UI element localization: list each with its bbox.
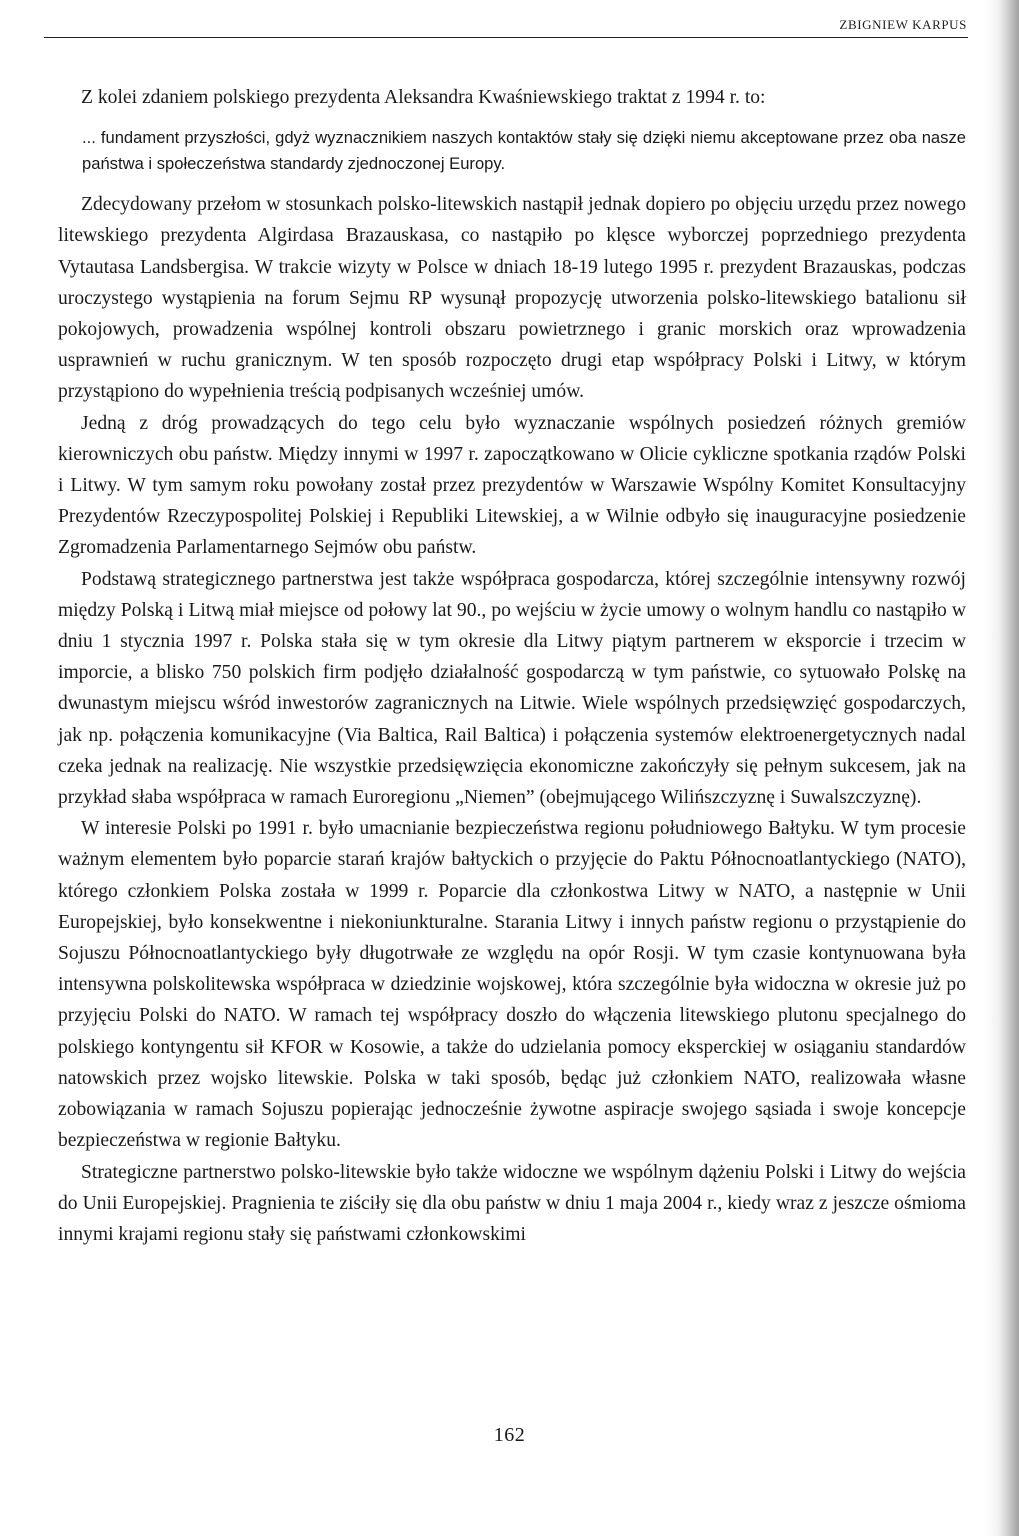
page-number: 162 [493,1424,526,1446]
page-body [58,82,966,1250]
paragraph-5: Strategiczne partnerstwo polsko-litewskie było także widoczne we wspólnym dążeniu Polski i Litwy do wejścia do Unii Europejskiej. Pragnienia te ziściły się dla obu państw w dniu 1 maja 2004 r., kiedy wraz z jeszcze ośmioma innymi krajami regionu stały się państwami członkowskimi [58,1161,966,1245]
paragraph-1: Zdecydowany przełom w stosunkach polsko-litewskich nastąpił jednak dopiero po objęciu urzędu przez nowego litewskiego prezydenta Algirdasa Brazauskasa, co nastąpiło po klęsce wyborczej poprzedniego prezydenta Vytautasa Landsbergisa. W trakcie wizyty w Polsce w dniach 18-19 lutego 1995 r. prezydent Brazauskas, podczas uroczystego wystąpienia na forum Sejmu RP wysunął propozycję utworzenia polsko-litewskiego batalionu sił pokojowych, prowadzenia wspólnej kontroli obszaru powietrznego i granic morskich oraz wprowadzenia usprawnień w ruchu granicznym. W ten sposób rozpoczęto drugi etap współpracy Polski i Litwy, w którym przystąpiono do wypełnienia treścią podpisanych wcześniej umów. [58,194,966,403]
paragraph-2: Jedną z dróg prowadzących do tego celu było wyznaczanie wspólnych posiedzeń różnych gremiów kierowniczych obu państw. Między innymi w 1997 r. zapoczątkowano w Olicie cykliczne spotkania rządów Polski i Litwy. W tym samym roku powołany został przez prezydentów w Warszawie Wspólny Komitet Konsultacyjny Prezydentów Rzeczypospolitej Polskiej i Republiki Litewskiej, a w Wilnie odbyło się inauguracyjne posiedzenie Zgromadzenia Parlamentarnego Sejmów obu państw. [58,412,966,559]
running-head: ZBIGNIEW KARPUS [839,17,967,32]
paragraph-3: Podstawą strategicznego partnerstwa jest także współpraca gospodarcza, której szczególnie intensywny rozwój między Polską i Litwą miał miejsce od połowy lat 90., po wejściu w życie umowy o wolnym handlu co nastąpiło w dniu 1 stycznia 1997 r. Polska stała się w tym okresie dla Litwy piątym partnerem w eksporcie i trzecim w imporcie, a blisko 750 polskich firm podjęło działalność gospodarczą w tym państwie, co sytuowało Polskę na dwunastym miejscu wśród inwestorów zagranicznych na Litwie. Wiele wspólnych przedsięwzięć gospodarczych, jak np. połączenia komunikacyjne (Via Baltica, Rail Baltica) i połączenia systemów elektroenergetycznych nadal czeka jednak na realizację. Nie wszystkie przedsięwzięcia ekonomiczne zakończyły się pełnym sukcesem, jak na przykład słaba współpraca w ramach Euroregionu „Niemen” (obejmującego Wilińszczyznę i Suwalszczyznę). [58,568,966,809]
block-quote: ... fundament przyszłości, gdyż wyznacznikiem naszych kontaktów stały się dzięki niemu akceptowane przez oba nasze państwa i społeczeństwa standardy zjednoczonej Europy. [82,128,966,174]
header-rule [44,37,968,38]
page-spine-shadow [985,0,1019,1536]
intro-paragraph: Z kolei zdaniem polskiego prezydenta Aleksandra Kwaśniewskiego traktat z 1994 r. to: [81,87,766,108]
paragraph-4: W interesie Polski po 1991 r. było umacnianie bezpieczeństwa regionu południowego Bałtyku. W tym procesie ważnym elementem było poparcie starań krajów bałtyckich o przyjęcie do Paktu Północnoatlantyckiego (NATO), którego członkiem Polska została w 1999 r. Poparcie dla członkostwa Litwy w NATO, a następnie w Unii Europejskiej, było konsekwentne i niekoniunkturalne. Starania Litwy i innych państw regionu o przystąpienie do Sojuszu Północnoatlantyckiego były długotrwałe ze względu na opór Rosji. W tym czasie kontynuowana była intensywna polskolitewska współpraca w dziedzinie wojskowej, która szczególnie była widoczna w okresie już po przyjęciu Polski do NATO. W ramach tej współpracy doszło do włączenia litewskiego plutonu specjalnego do polskiego kontyngentu sił KFOR w Kosowie, a także do udzielania pomocy eksperckiej w osiąganiu standardów natowskich przez wojsko litewskie. Polska w taki sposób, będąc już członkiem NATO, realizowała własne zobowiązania w ramach Sojuszu popierając jednocześnie żywotne aspiracje swojego sąsiada i swoje koncepcje bezpieczeństwa w regionie Bałtyku. [58,818,966,1152]
